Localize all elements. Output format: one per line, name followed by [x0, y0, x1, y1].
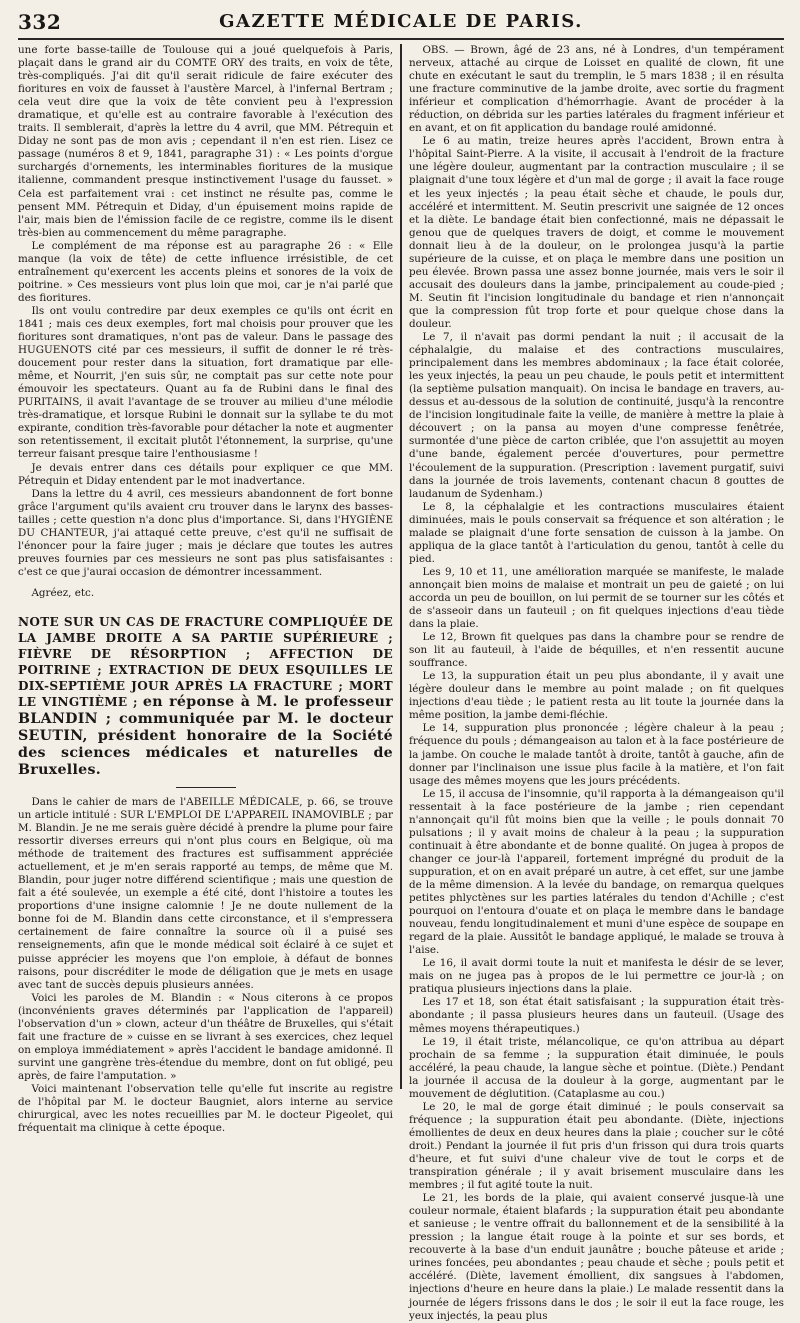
article-paragraph: Dans le cahier de mars de l'ABEILLE MÉDICALE, p. 66, se trouve un article intitulé : SUR L'EMPLOI DE L'APPAREIL INAMOVIBLE ; par M. Blandin. Je ne me serais guère décidé à prendre la plume pour faire ressortir diverses erreurs qui n'ont plus cours en Belgique, où ma méthode de traitement des fractures est suffisamment appréciée actuellement, et je m'en serais rapporté au temps, de même que M. Blandin, pour juger notre différend scientifique ; mais une question de fait a été soulevée, un exemple a été cité, dont l'histoire a toutes les proportions d'une insigne calomnie ! Je ne doute nullement de la bonne foi de M. Blandin dans cette circonstance, et il s'empressera certainement de faire connaître la source où il a puisé ses renseignements, afin que le monde médical soit éclairé à ce sujet et puisse apprécier les moyens que l'on emploie, à défaut de bonnes raisons, pour discréditer le mode de déligation que je mets en usage avec tant de succès depuis plusieurs années. [18, 795, 393, 991]
two-column-body [18, 44, 784, 1322]
column-divider [400, 44, 402, 1089]
observation-paragraph: Le 20, le mal de gorge était diminué ; le pouls conservait sa fréquence ; la suppuration était peu abondante. (Diète, injections émollientes de deux en deux heures dans la plaie ; coucher sur le côté droit.) Pendant la journée il fut pris d'un frisson qui dura trois quarts d'heure, et fut suivi d'une chaleur vive de tout le corps et de transpiration générale ; il y avait brisement musculaire dans les membres ; il fut agité toute la nuit. [408, 1100, 784, 1192]
article-paragraph: Je devais entrer dans ces détails pour expliquer ce que MM. Pétrequin et Diday entendent par le mot inadvertance. [18, 461, 393, 487]
observation-paragraph: Les 9, 10 et 11, une amélioration marquée se manifeste, le malade annonçait bien moins de malaise et montrait un peu de gaieté ; on lui accorda un peu de bouillon, on lui permit de se tourner sur les côtés et de s'asseoir dans un fauteuil ; on fit quelques injections d'eau tiède dans la plaie. [408, 565, 784, 631]
title-divider [176, 787, 236, 788]
signoff: Agréez, etc. [31, 586, 95, 599]
article-paragraph: Ils ont voulu contredire par deux exemples ce qu'ils ont écrit en 1841 ; mais ces deux exemples, fort mal choisis pour prouver que les fioritures sont dramatiques, n'ont pas de valeur. Dans le passage des HUGUENOTS cité par ces messieurs, il suffit de donner le ré très-doucement pour rester dans la situation, fort dramatique par elle-même, et Nourrit, j'en suis sûr, ne comptait pas sur cette note pour émouvoir les spectateurs. Quant au fa de Rubini dans le final des PURITAINS, il avait l'avantage de se trouver au milieu d'une mélodie très-dramatique, et lorsque Rubini le donnait sur la syllabe te du mot expirante, condition très-favorable pour détacher la note et augmenter son retentissement, il excitait plutôt l'étonnement, la surprise, qu'une terreur faisant presque taire l'enthousiasme ! [18, 304, 393, 461]
article-paragraph: une forte basse-taille de Toulouse qui a joué quelquefois à Paris, plaçait dans le grand air du COMTE ORY des traits, en voix de tête, très-compliqués. J'ai dit qu'il serait ridicule de faire exécuter des fioritures en voix de fausset à l'austère Marcel, à l'infernal Bertram ; cela veut dire que la voix de tête convient peu à l'expression dramatique, et qu'elle est au contraire favorable à l'exécution des traits. Il semblerait, d'après la lettre du 4 avril, que MM. Pétrequin et Diday ne sont pas de mon avis ; cependant il n'en est rien. Lisez ce passage (numéros 8 et 9, 1841, paragraphe 31) : « Les points d'orgue surchargés d'ornements, les interminables fioritures de la musique italienne, commandent presque instinctivement l'usage du fausset. » Cela est parfaitement vrai : cet instinct ne résulte pas, comme le pensent MM. Pétrequin et Diday, d'un épuisement moins rapide de l'air, mais bien de l'émission facile de ce registre, comme ils le disent très-bien au commencement du même paragraphe. [18, 44, 393, 239]
note-title-rest: en réponse à M. le professeur BLANDIN ; communiquée par M. le docteur SEUTIN, président honoraire de la Société des sciences médicales et naturelles de Bruxelles. [18, 693, 393, 778]
observation-paragraph: Le 14, suppuration plus prononcée ; légère chaleur à la peau ; fréquence du pouls ; démangeaison au talon et à la face postérieure de la jambe. On couche le malade tantôt à droite, tantôt à gauche, afin de donner par l'inclinaison une issue plus facile à la matière, et l'on fait usage des mêmes moyens que les jours précédents. [408, 722, 784, 787]
observation-paragraph: Le 19, il était triste, mélancolique, ce qu'on attribua au départ prochain de sa femme ; la suppuration était diminuée, le pouls accéléré, la peau chaude, la langue sèche et pointue. (Diète.) Pendant la journée il accusa de la douleur à la gorge, augmentant par le mouvement de déglutition. (Cataplasme au cou.) [408, 1035, 784, 1100]
right-column [403, 44, 784, 1322]
observation-paragraph: Le 16, il avait dormi toute la nuit et manifesta le désir de se lever, mais on ne jugea pas à propos de le lui permettre ce jour-là ; on pratiqua plusieurs injections dans la plaie. [408, 957, 784, 996]
observation-paragraph: Le 12, Brown fit quelques pas dans la chambre pour se rendre de son lit au fauteuil, à l'aide de béquilles, et n'en ressentit aucune souffrance. [408, 631, 784, 670]
observation-paragraph: Les 17 et 18, son état était satisfaisant ; la suppuration était très-abondante ; il passa plusieurs heures dans un fauteuil. (Usage des mêmes moyens thérapeutiques.) [408, 996, 784, 1035]
observation-paragraph: Le 13, la suppuration était un peu plus abondante, il y avait une légère douleur dans le membre au point malade ; on fit quelques injections d'eau tiède ; le patient resta au lit toute la journée dans la même position, la jambe demi-fléchie. [408, 670, 784, 722]
left-column [18, 44, 399, 1135]
observation-paragraph: Le 6 au matin, treize heures après l'accident, Brown entra à l'hôpital Saint-Pierre. A la visite, il accusait à l'endroit de la fracture une légère douleur, augmentant par la contraction musculaire ; il se plaignait d'une toux légère et d'un mal de gorge ; il avait la face rouge et les yeux injectés ; la peau était sèche et chaude, le pouls dur, accéléré et intermittent. M. Seutin prescrivit une saignée de 12 onces et la diète. Le bandage était bien confectionné, mais ne dépassait le genou que de quelques travers de doigt, et comme le mouvement donnait lieu à de la douleur, on le prolongea jusqu'à la partie supérieure de la cuisse, et on plaça le membre dans une position un peu élevée. Brown passa une assez bonne journée, mais vers le soir il accusait des douleurs dans la jambe, principalement au coude-pied ; M. Seutin fit l'incision longitudinale du bandage et rien n'annonçait que la compression fût trop forte et pour quelque chose dans la douleur. [408, 135, 784, 330]
article-paragraph: Voici maintenant l'observation telle qu'elle fut inscrite au registre de l'hôpital par M. le docteur Baugniet, alors interne au service chirurgical, avec les notes recueillies par M. le docteur Pigeolet, qui fréquentait ma clinique à cette époque. [18, 1083, 393, 1135]
observation-paragraph: OBS. — Brown, âgé de 23 ans, né à Londres, d'un tempérament nerveux, attaché au cirque de Loisset en qualité de clown, fit une chute en exécutant le saut du tremplin, le 5 mars 1838 ; il en résulta une fracture comminutive de la jambe droite, avec sortie du fragment inférieur et complication d'hémorrhagie. Avant de procéder à la réduction, on débrida sur les parties latérales du fragment inférieur et en avant, et on fit application du bandage roulé amidonné. [408, 44, 784, 135]
observation-paragraph: Le 15, il accusa de l'insomnie, qu'il rapporta à la démangeaison qu'il ressentait à la face postérieure de la jambe ; rien cependant n'annonçait qu'il fût moins bien que la veille ; le pouls donnait 70 pulsations ; il y avait moins de chaleur à la peau ; la suppuration continuait à être abondante et de bonne qualité. On jugea à propos de changer ce jour-là l'appareil, fortement imprégné du produit de la suppuration, et on en avait préparé un autre, à cet effet, sur une jambe de la même dimension. A la levée du bandage, on remarqua quelques petites phlyctènes sur les parties latérales du tendon d'Achille ; c'est pourquoi on l'entoura d'ouate et on plaça le membre dans le bandage nouveau, fendu longitudinalement et muni d'une espèce de soupape en regard de la plaie. Aussitôt le bandage appliqué, le malade se trouva à l'aise. [408, 787, 784, 957]
note-title-caps: NOTE SUR UN CAS DE FRACTURE COMPLIQUÉE DE LA JAMBE DROITE A SA PARTIE SUPÉRIEURE ; FIÈVRE DE RÉSORPTION ; AFFECTION DE POITRINE ; EXTRACTION DE DEUX ESQUILLES LE DIX-SEPTIÈME JOUR APRÈS LA FRACTURE ; MORT LE VINGTIÈME ; [18, 614, 393, 709]
article-paragraph: Voici les paroles de M. Blandin : « Nous citerons à ce propos (inconvénients graves déterminés par l'application de l'appareil) l'observation d'un » clown, acteur d'un théâtre de Bruxelles, qui s'était fait une fracture de » cuisse en se livrant à ses exercices, chez lequel on employa immédiatement » après l'accident le bandage amidonné. Il survint une gangrène très-étendue du membre, dont on fut obligé, peu après, de faire l'amputation. » [18, 991, 393, 1082]
page-number: 332 [18, 10, 62, 34]
page-header [18, 10, 784, 40]
article-paragraph: Le complément de ma réponse est au paragraphe 26 : « Elle manque (la voix de tête) de cette influence irrésistible, de cet entraînement qu'exercent les accents pleins et sonores de la voix de poitrine. » Ces messieurs vont plus loin que moi, car je n'ai parlé que des fioritures. [18, 239, 393, 304]
journal-title: GAZETTE MÉDICALE DE PARIS. [219, 11, 583, 32]
observation-paragraph: Le 21, les bords de la plaie, qui avaient conservé jusque-là une couleur normale, étaient blafards ; la suppuration était peu abondante et sanieuse ; le ventre offrait du ballonnement et de la sensibilité à la pression ; la langue était rouge à la pointe et sur ses bords, et recouverte à la base d'un enduit jaunâtre ; bouche pâteuse et aride ; urines foncées, peu abondantes ; peau chaude et sèche ; pouls petit et accéléré. (Diète, lavement émollient, dix sangsues à l'abdomen, injections d'heure en heure dans la plaie.) Le malade ressentit dans la journée de légers frissons dans le dos ; le soir il eut la face rouge, les yeux injectés, la peau plus [408, 1192, 784, 1322]
observation-paragraph: Le 7, il n'avait pas dormi pendant la nuit ; il accusait de la céphalalgie, du malaise et des contractions musculaires, principalement dans les membres abdominaux ; la face était colorée, les yeux injectés, la peau un peu chaude, le pouls petit et intermittent (la septième pulsation manquait). On incisa le bandage en travers, au-dessus et au-dessous de la solution de continuité, jusqu'à la rencontre de l'incision longitudinale faite la veille, de manière à mettre la plaie à découvert ; on la pansa au moyen d'une compresse fenêtrée, surmontée d'une pièce de carton criblée, que l'on assujettit au moyen d'une bande, également percée d'ouvertures, pour permettre l'écoulement de la suppuration. (Prescription : lavement purgatif, suivi dans la journée de trois lavements, contenant chacun 8 gouttes de laudanum de Sydenham.) [408, 331, 784, 500]
article-paragraph: Dans la lettre du 4 avril, ces messieurs abandonnent de fort bonne grâce l'argument qu'ils avaient cru trouver dans le larynx des basses-tailles ; cette question n'a donc plus d'importance. Si, dans l'HYGIÈNE DU CHANTEUR, j'ai attaqué cette preuve, c'est qu'il ne suffisait de l'énoncer pour la faire juger ; mais je déclare que toutes les autres preuves fournies par ces messieurs ne sont pas plus satisfaisantes : c'est ce que j'aurai occasion de démontrer incessamment. [18, 487, 393, 578]
note-title [18, 614, 393, 779]
observation-paragraph: Le 8, la céphalalgie et les contractions musculaires étaient diminuées, mais le pouls conservait sa fréquence et son altération ; le malade se plaignait d'une forte sensation de cuisson à la jambe. On appliqua de la glace tantôt à l'articulation du genou, tantôt à celle du pied. [408, 500, 784, 565]
